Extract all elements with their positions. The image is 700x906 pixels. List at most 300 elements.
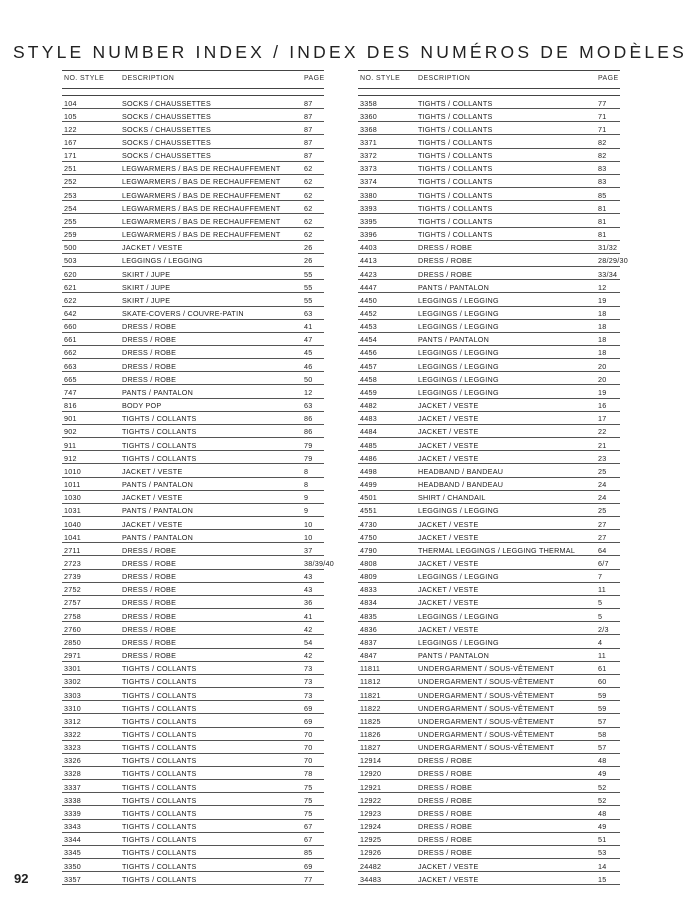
table-row (62, 596, 324, 609)
page-ref: 73 (304, 664, 313, 674)
table-row (358, 385, 620, 398)
description: JACKET / VESTE (418, 414, 479, 424)
description: PANTS / PANTALON (122, 532, 194, 542)
description: LEGWARMERS / BAS DE RECHAUFFEMENT (122, 164, 281, 174)
table-row (358, 714, 620, 727)
description: UNDERGARMENT / SOUS-VÊTEMENT (418, 690, 555, 700)
description: PANTS / PANTALON (122, 480, 194, 490)
table-row (62, 583, 324, 596)
header-spacer (62, 89, 324, 96)
page-ref: 25 (598, 466, 607, 476)
page-ref: 54 (304, 637, 313, 647)
style-number: 4837 (360, 637, 377, 647)
table-row (62, 122, 324, 135)
description: JACKET / VESTE (418, 453, 479, 463)
description: SKIRT / JUPE (122, 282, 171, 292)
table-row (358, 149, 620, 162)
description: JACKET / VESTE (418, 585, 479, 595)
description: SKIRT / JUPE (122, 295, 171, 305)
description: UNDERGARMENT / SOUS-VÊTEMENT (418, 730, 555, 739)
page-ref: 10 (304, 532, 313, 542)
table-row (358, 622, 620, 635)
style-number: 11822 (360, 703, 381, 713)
description: DRESS / ROBE (122, 361, 177, 371)
description: JACKET / VESTE (418, 427, 479, 437)
page-ref: 55 (304, 282, 313, 292)
table-row (62, 228, 324, 241)
description: LEGWARMERS / BAS DE RECHAUFFEMENT (122, 177, 281, 187)
description: LEGGINGS / LEGGING (418, 361, 499, 371)
description: DRESS / ROBE (418, 782, 473, 792)
description: DRESS / ROBE (418, 769, 473, 779)
table-row (62, 820, 324, 833)
page-ref: 62 (304, 190, 313, 200)
style-number: 11821 (360, 690, 381, 700)
description: JACKET / VESTE (418, 558, 479, 568)
table-body (62, 96, 334, 885)
style-number: 4730 (360, 519, 377, 529)
page-ref: 70 (304, 730, 313, 739)
page-ref: 10 (304, 519, 313, 529)
page-ref: 73 (304, 690, 313, 700)
style-number: 3357 (64, 874, 81, 884)
page-ref: 60 (598, 677, 607, 687)
style-number: 816 (64, 401, 77, 411)
style-number: 4836 (360, 624, 377, 634)
style-number: 2971 (64, 651, 81, 661)
page-ref: 14 (598, 861, 607, 871)
description: PANTS / PANTALON (418, 651, 490, 661)
table-row (358, 767, 620, 780)
page-ref: 51 (598, 835, 607, 845)
page-ref: 36 (304, 598, 313, 608)
page-ref: 45 (304, 348, 313, 358)
table-row (62, 846, 324, 859)
description: JACKET / VESTE (122, 243, 183, 253)
style-number: 3350 (64, 861, 81, 871)
style-number: 253 (64, 190, 77, 200)
page-ref: 23 (598, 453, 607, 463)
style-number: 3380 (360, 190, 377, 200)
table-row (62, 688, 324, 701)
table-row (358, 412, 620, 425)
table-row (62, 793, 324, 806)
table-row (62, 267, 324, 280)
style-number: 3322 (64, 730, 81, 739)
style-number: 620 (64, 269, 77, 279)
table-row (62, 241, 324, 254)
table-row (62, 254, 324, 267)
page-ref: 57 (598, 743, 607, 753)
table-row (62, 517, 324, 530)
style-number: 4452 (360, 309, 377, 318)
style-number: 3360 (360, 111, 377, 121)
page-ref: 71 (598, 111, 607, 121)
table-row (358, 333, 620, 346)
table-row (62, 728, 324, 741)
page-ref: 55 (304, 269, 313, 279)
table-row (62, 214, 324, 227)
style-number: 122 (64, 124, 77, 134)
description: TIGHTS / COLLANTS (418, 137, 493, 147)
page-ref: 27 (598, 519, 607, 529)
page-ref: 62 (304, 164, 313, 174)
style-number: 12921 (360, 782, 382, 792)
style-number: 4403 (360, 243, 377, 253)
style-number: 252 (64, 177, 77, 187)
header-style-no: NO. STYLE (64, 75, 105, 82)
description: UNDERGARMENT / SOUS-VÊTEMENT (418, 664, 555, 674)
table-row (358, 754, 620, 767)
description: UNDERGARMENT / SOUS-VÊTEMENT (418, 743, 555, 753)
table-row (358, 346, 620, 359)
description: LEGGINGS / LEGGING (418, 572, 499, 582)
table-row (358, 846, 620, 859)
page-ref: 50 (304, 374, 313, 384)
style-number: 104 (64, 98, 77, 108)
table-row (62, 872, 324, 885)
table-row (358, 780, 620, 793)
page-ref: 9 (304, 493, 309, 503)
style-number: 4484 (360, 427, 377, 437)
table-row (62, 412, 324, 425)
table-row (358, 425, 620, 438)
page-ref: 85 (304, 848, 313, 858)
table-row (358, 96, 620, 109)
page-ref: 86 (304, 427, 313, 437)
page-ref: 53 (598, 848, 607, 858)
header-page: PAGE (304, 75, 325, 82)
description: DRESS / ROBE (122, 651, 177, 661)
style-number: 622 (64, 295, 77, 305)
table-row (62, 491, 324, 504)
style-number: 621 (64, 282, 77, 292)
table-row (62, 385, 324, 398)
style-number: 911 (64, 440, 77, 450)
page-ref: 71 (598, 124, 607, 134)
description: LEGWARMERS / BAS DE RECHAUFFEMENT (122, 190, 281, 200)
description: TIGHTS / COLLANTS (418, 216, 493, 226)
table-row (358, 741, 620, 754)
page-ref: 19 (598, 295, 607, 305)
style-number: 255 (64, 216, 77, 226)
table-row (62, 478, 324, 491)
header-style-no: NO. STYLE (360, 75, 401, 82)
description: SOCKS / CHAUSSETTES (122, 151, 212, 161)
page-ref: 69 (304, 716, 313, 726)
table-row (358, 583, 620, 596)
table-row (358, 793, 620, 806)
style-number: 24482 (360, 861, 382, 871)
style-number: 642 (64, 309, 77, 318)
table-row (62, 175, 324, 188)
style-number: 12926 (360, 848, 382, 858)
table-row (62, 833, 324, 846)
style-number: 4835 (360, 611, 377, 621)
style-number: 4790 (360, 545, 377, 555)
style-number: 4457 (360, 361, 377, 371)
table-row (358, 688, 620, 701)
table-row (358, 175, 620, 188)
description: LEGGINGS / LEGGING (418, 322, 499, 332)
description: DRESS / ROBE (122, 558, 177, 568)
description: SOCKS / CHAUSSETTES (122, 98, 212, 108)
style-number: 1031 (64, 506, 81, 516)
style-number: 1040 (64, 519, 81, 529)
style-number: 4834 (360, 598, 377, 608)
style-number: 503 (64, 256, 77, 266)
table-row (62, 741, 324, 754)
style-number: 3328 (64, 769, 81, 779)
style-number: 4750 (360, 532, 377, 542)
style-number: 167 (64, 137, 77, 147)
description: DRESS / ROBE (122, 348, 177, 358)
page-ref: 12 (304, 387, 313, 397)
table-row (358, 504, 620, 517)
table-row (358, 228, 620, 241)
page-ref: 18 (598, 322, 607, 332)
style-number: 3302 (64, 677, 81, 687)
page-ref: 62 (304, 216, 313, 226)
style-number: 105 (64, 111, 77, 121)
page-ref: 22 (598, 427, 607, 437)
page-ref: 75 (304, 782, 313, 792)
page-ref: 49 (598, 822, 607, 832)
description: PANTS / PANTALON (122, 387, 194, 397)
style-number: 12923 (360, 808, 382, 818)
table-row (358, 293, 620, 306)
table-row (358, 320, 620, 333)
table-row (358, 556, 620, 569)
description: TIGHTS / COLLANTS (122, 440, 197, 450)
page-ref: 47 (304, 335, 313, 345)
page-ref: 17 (598, 414, 607, 424)
description: TIGHTS / COLLANTS (418, 203, 493, 213)
description: TIGHTS / COLLANTS (122, 822, 197, 832)
table-row (62, 438, 324, 451)
description: TIGHTS / COLLANTS (122, 664, 197, 674)
page-ref: 67 (304, 835, 313, 845)
page-ref: 59 (598, 690, 607, 700)
page-ref: 67 (304, 822, 313, 832)
table-row (62, 109, 324, 122)
description: UNDERGARMENT / SOUS-VÊTEMENT (418, 677, 555, 687)
description: TIGHTS / COLLANTS (418, 177, 493, 187)
description: JACKET / VESTE (122, 466, 183, 476)
style-number: 3338 (64, 795, 81, 805)
description: TIGHTS / COLLANTS (122, 716, 197, 726)
page-ref: 73 (304, 677, 313, 687)
table-row (358, 214, 620, 227)
style-number: 11826 (360, 730, 381, 739)
page-ref: 41 (304, 611, 313, 621)
description: JACKET / VESTE (418, 532, 479, 542)
page-ref: 79 (304, 440, 313, 450)
page-ref: 24 (598, 480, 607, 490)
page-ref: 81 (598, 230, 607, 240)
page-ref: 61 (598, 664, 607, 674)
description: LEGGINGS / LEGGING (418, 374, 499, 384)
description: TIGHTS / COLLANTS (418, 190, 493, 200)
page-ref: 6/7 (598, 558, 609, 568)
style-number: 3326 (64, 756, 81, 766)
table-row (358, 675, 620, 688)
table-row (62, 425, 324, 438)
description: LEGWARMERS / BAS DE RECHAUFFEMENT (122, 203, 281, 213)
table-row (62, 767, 324, 780)
table-row (358, 806, 620, 819)
table-header (62, 70, 324, 89)
page-ref: 63 (304, 309, 313, 318)
description: SOCKS / CHAUSSETTES (122, 111, 212, 121)
table-row (358, 109, 620, 122)
description: DRESS / ROBE (122, 585, 177, 595)
table-row (358, 833, 620, 846)
table-row (62, 280, 324, 293)
style-number: 4456 (360, 348, 377, 358)
description: SOCKS / CHAUSSETTES (122, 137, 212, 147)
style-number: 747 (64, 387, 77, 397)
description: DRESS / ROBE (418, 756, 473, 766)
description: DRESS / ROBE (418, 243, 473, 253)
style-number: 12914 (360, 756, 382, 766)
description: TIGHTS / COLLANTS (418, 230, 493, 240)
table-row (358, 201, 620, 214)
table-row (358, 820, 620, 833)
page-ref: 87 (304, 137, 313, 147)
description: JACKET / VESTE (122, 519, 183, 529)
style-number: 4447 (360, 282, 377, 292)
description: UNDERGARMENT / SOUS-VÊTEMENT (418, 716, 555, 726)
style-number: 3393 (360, 203, 377, 213)
page-ref: 52 (598, 795, 607, 805)
style-number: 4808 (360, 558, 377, 568)
table-row (358, 609, 620, 622)
style-number: 3396 (360, 230, 377, 240)
description: DRESS / ROBE (418, 795, 473, 805)
style-number: 500 (64, 243, 77, 253)
style-number: 3373 (360, 164, 377, 174)
description: DRESS / ROBE (418, 822, 473, 832)
page-ref: 85 (598, 190, 607, 200)
page-ref: 20 (598, 374, 607, 384)
table-row (62, 806, 324, 819)
description: SOCKS / CHAUSSETTES (122, 124, 212, 134)
style-number: 3343 (64, 822, 81, 832)
table-row (358, 570, 620, 583)
description: TIGHTS / COLLANTS (122, 756, 197, 766)
page-ref: 5 (598, 598, 603, 608)
style-number: 1041 (64, 532, 81, 542)
description: DRESS / ROBE (122, 322, 177, 332)
style-number: 4423 (360, 269, 377, 279)
description: LEGGINGS / LEGGING (418, 387, 499, 397)
header-page: PAGE (598, 75, 619, 82)
style-number: 2723 (64, 558, 81, 568)
description: DRESS / ROBE (122, 624, 177, 634)
table-row (358, 241, 620, 254)
table-row (358, 517, 620, 530)
table-row (62, 346, 324, 359)
style-number: 2752 (64, 585, 81, 595)
table-row (62, 149, 324, 162)
description: TIGHTS / COLLANTS (122, 677, 197, 687)
description: DRESS / ROBE (418, 835, 473, 845)
table-row (358, 872, 620, 885)
table-row (358, 372, 620, 385)
page-ref: 77 (598, 98, 607, 108)
page-ref: 18 (598, 335, 607, 345)
description: TIGHTS / COLLANTS (122, 861, 197, 871)
style-number: 12924 (360, 822, 382, 832)
table-row (358, 451, 620, 464)
table-row (62, 609, 324, 622)
description: TIGHTS / COLLANTS (122, 427, 197, 437)
page-ref: 11 (598, 651, 606, 661)
style-number: 3339 (64, 808, 81, 818)
style-number: 12922 (360, 795, 382, 805)
page-ref: 26 (304, 243, 313, 253)
page-ref: 18 (598, 348, 607, 358)
style-number: 4498 (360, 466, 377, 476)
page-ref: 48 (598, 756, 607, 766)
description: TIGHTS / COLLANTS (122, 848, 197, 858)
table-row (62, 333, 324, 346)
page-ref: 83 (598, 164, 607, 174)
description: LEGWARMERS / BAS DE RECHAUFFEMENT (122, 230, 281, 240)
page-ref: 87 (304, 98, 313, 108)
description: DRESS / ROBE (418, 808, 473, 818)
page-ref: 52 (598, 782, 607, 792)
description: LEGGINGS / LEGGING (418, 506, 499, 516)
style-number: 4501 (360, 493, 377, 503)
page-ref: 18 (598, 309, 607, 318)
table-row (358, 188, 620, 201)
page-ref: 83 (598, 177, 607, 187)
page-ref: 77 (304, 874, 313, 884)
style-number: 3312 (64, 716, 81, 726)
description: PANTS / PANTALON (418, 335, 490, 345)
table-row (62, 96, 324, 109)
description: HEADBAND / BANDEAU (418, 480, 504, 490)
description: LEGGINGS / LEGGING (418, 637, 499, 647)
description: TIGHTS / COLLANTS (122, 795, 197, 805)
style-number: 4551 (360, 506, 377, 516)
page-ref: 9 (304, 506, 309, 516)
page-ref: 7 (598, 572, 603, 582)
header-description: DESCRIPTION (122, 75, 175, 82)
page-ref: 43 (304, 572, 313, 582)
style-number: 4413 (360, 256, 377, 266)
description: TIGHTS / COLLANTS (418, 151, 493, 161)
page-ref: 42 (304, 651, 313, 661)
header-description: DESCRIPTION (418, 75, 471, 82)
page-ref: 62 (304, 230, 313, 240)
style-number: 661 (64, 335, 77, 345)
page-ref: 69 (304, 703, 313, 713)
description: JACKET / VESTE (418, 401, 479, 411)
page-ref: 25 (598, 506, 607, 516)
style-number: 11825 (360, 716, 381, 726)
description: LEGGINGS / LEGGING (122, 256, 203, 266)
description: JACKET / VESTE (418, 861, 479, 871)
table-row (62, 635, 324, 648)
description: TIGHTS / COLLANTS (122, 835, 197, 845)
table-body (358, 96, 628, 885)
page-ref: 26 (304, 256, 313, 266)
table-row (358, 662, 620, 675)
style-number: 3303 (64, 690, 81, 700)
